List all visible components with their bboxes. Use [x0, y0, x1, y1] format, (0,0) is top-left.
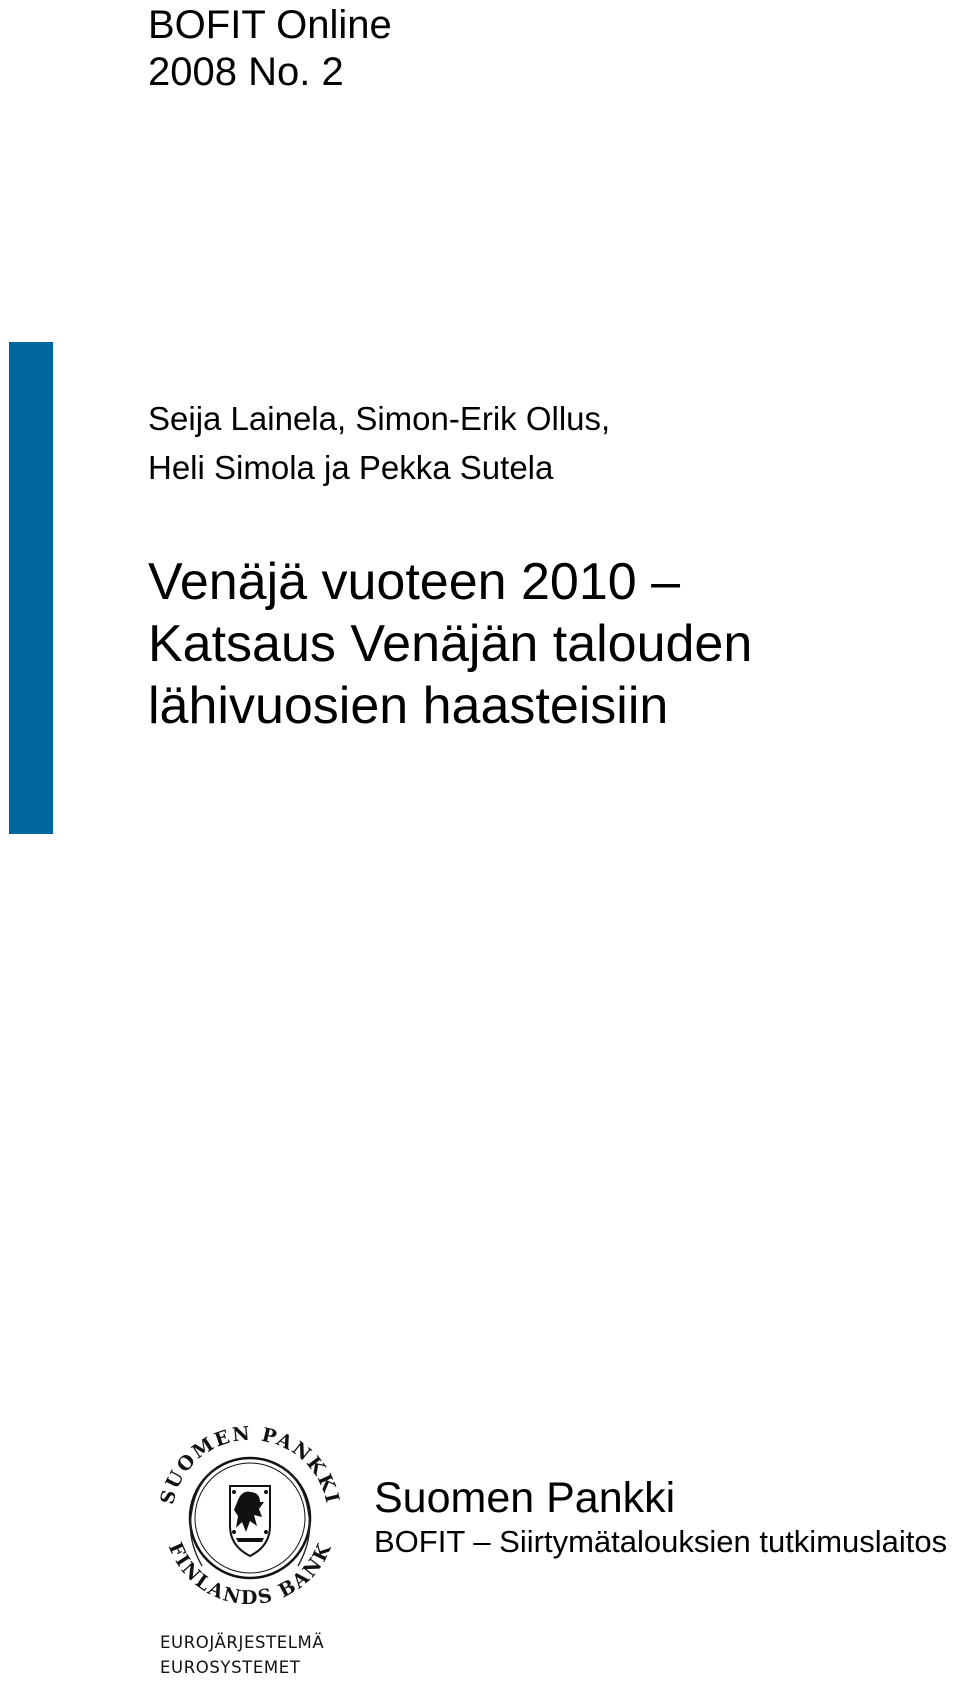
title-line-3: lähivuosien haasteisiin [148, 677, 669, 735]
eurosystem-line-2: EUROSYSTEMET [160, 1658, 301, 1677]
seal-top-text: SUOMEN PANKKI [156, 1422, 344, 1507]
eurosystem-line-1: EUROJÄRJESTELMÄ [160, 1633, 325, 1652]
authors-line-2: Heli Simola ja Pekka Sutela [148, 449, 554, 486]
accent-bar [9, 342, 53, 834]
series-header [148, 2, 392, 96]
seal-bottom-text: FINLANDS BANK [163, 1538, 337, 1610]
authors [148, 394, 610, 492]
document-title [148, 551, 752, 737]
eurosystem-label [160, 1630, 324, 1680]
lion-coat-of-arms-icon [230, 1486, 270, 1556]
publisher-block [374, 1473, 947, 1561]
publisher-name: Suomen Pankki [374, 1474, 676, 1522]
series-name: BOFIT Online [148, 3, 392, 47]
authors-line-1: Seija Lainela, Simon-Erik Ollus, [148, 400, 611, 437]
bank-seal-logo [150, 1418, 350, 1618]
series-issue: 2008 No. 2 [148, 50, 344, 94]
publisher-unit: BOFIT – Siirtymätalouksien tutkimuslaitos [374, 1524, 948, 1559]
title-line-1: Venäjä vuoteen 2010 – [148, 553, 681, 611]
svg-text:FINLANDS BANK [164, 1539, 337, 1609]
title-line-2: Katsaus Venäjän talouden [148, 615, 753, 673]
